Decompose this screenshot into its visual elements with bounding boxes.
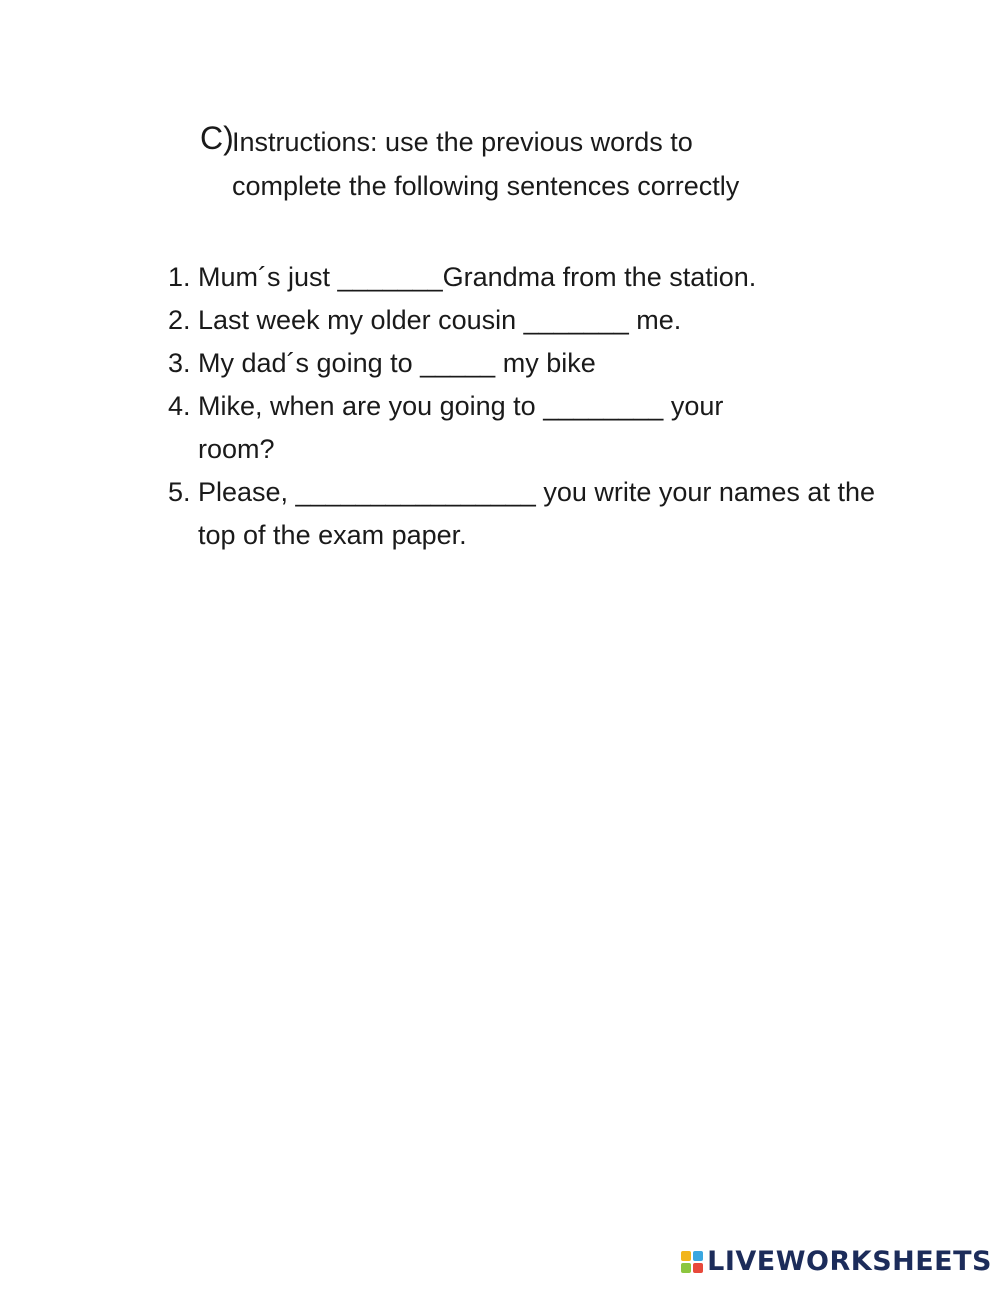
sentence-item-3 [160, 342, 900, 385]
sentence-number: 1. [168, 262, 191, 292]
sentence-list [160, 256, 900, 557]
sentence-number: 5. [168, 477, 191, 507]
sentence-number: 2. [168, 305, 191, 335]
instructions-line-2: complete the following sentences correctly [232, 171, 740, 201]
logo-block-1 [681, 1251, 691, 1261]
sentence-item-2 [160, 299, 900, 342]
sentence-text: Please, ________________ you write your names at the top of the exam paper. [198, 477, 875, 550]
sentence-text: My dad´s going to _____ my bike [198, 348, 596, 378]
logo-block-3 [681, 1263, 691, 1273]
sentence-item-1 [160, 256, 900, 299]
instructions-text [232, 120, 872, 208]
logo-block-2 [693, 1251, 703, 1261]
sentence-item-4 [160, 385, 900, 471]
logo-text: LIVEWORKSHEETS [707, 1246, 992, 1277]
logo-blocks-icon [681, 1251, 703, 1273]
sentence-item-5 [160, 471, 900, 557]
logo-block-4 [693, 1263, 703, 1273]
liveworksheets-logo [681, 1246, 992, 1277]
instructions-line-1: Instructions: use the previous words to [232, 127, 693, 157]
sentence-text: Mum´s just _______Grandma from the station. [198, 262, 757, 292]
sentence-text: Mike, when are you going to ________ your room? [198, 391, 724, 464]
sentence-text: Last week my older cousin _______ me. [198, 305, 682, 335]
section-letter: C) [200, 120, 234, 156]
sentence-number: 4. [168, 391, 191, 421]
sentence-number: 3. [168, 348, 191, 378]
